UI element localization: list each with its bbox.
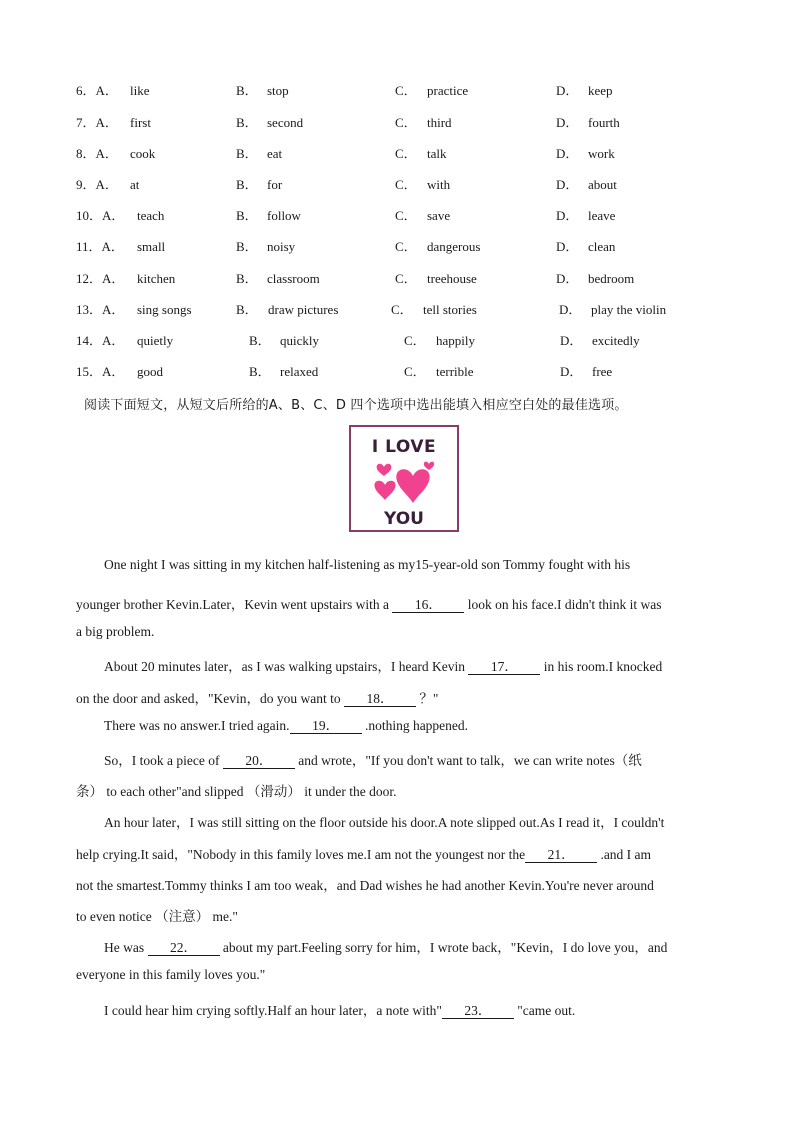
option-d-label: D． bbox=[559, 302, 582, 317]
passage-text: An hour later，I was still sitting on the floor outside his door.A note slipped out.As I read it，I couldn't bbox=[104, 815, 665, 830]
passage-text: .nothing happened. bbox=[361, 718, 469, 733]
option-d-label: D． bbox=[556, 239, 579, 254]
option-c-label: C． bbox=[404, 333, 426, 348]
option-c-label: C． bbox=[404, 364, 426, 379]
option-c-label: C． bbox=[395, 271, 417, 286]
option-b-label: B． bbox=[236, 208, 258, 223]
passage-text: One night I was sitting in my kitchen half-listening as my15-year-old son Tommy fought with his bbox=[104, 557, 631, 572]
blank-17[interactable]: 17． bbox=[468, 659, 540, 675]
option-c: dangerous bbox=[427, 239, 481, 254]
option-d-label: D． bbox=[556, 271, 579, 286]
option-a: first bbox=[130, 115, 151, 130]
option-d-label: D． bbox=[556, 208, 579, 223]
option-a: kitchen bbox=[137, 271, 176, 286]
option-b: relaxed bbox=[280, 364, 319, 379]
option-c-label: C． bbox=[395, 177, 417, 192]
blank-19[interactable]: 19． bbox=[290, 718, 362, 734]
option-d: clean bbox=[588, 239, 616, 254]
passage-line bbox=[104, 936, 667, 956]
passage-text: I could hear him crying softly.Half an hour later，a note with" bbox=[104, 1003, 442, 1018]
passage-line bbox=[104, 749, 642, 769]
heart-small-right-icon bbox=[424, 462, 434, 470]
passage-line bbox=[104, 999, 575, 1019]
question-number: 11．A． bbox=[76, 239, 124, 254]
question-row-8 bbox=[0, 144, 794, 164]
passage-line bbox=[76, 687, 438, 707]
option-c-label: C． bbox=[391, 302, 413, 317]
heart-small-left-icon bbox=[377, 464, 392, 476]
question-row-14 bbox=[0, 331, 794, 351]
option-a: cook bbox=[130, 146, 156, 161]
option-c-label: C． bbox=[395, 83, 417, 98]
blank-21[interactable]: 21． bbox=[525, 847, 597, 863]
option-b-label: B． bbox=[236, 83, 258, 98]
option-d: excitedly bbox=[592, 333, 640, 348]
option-b-label: B． bbox=[249, 364, 271, 379]
option-d: leave bbox=[588, 208, 616, 223]
image-text-top: I LOVE bbox=[371, 437, 437, 457]
option-d-label: D． bbox=[560, 364, 583, 379]
passage-text: and wrote，"If you don't want to talk，we can write notes（纸 bbox=[294, 753, 642, 768]
option-a: teach bbox=[137, 208, 165, 223]
question-row-6 bbox=[0, 81, 794, 101]
passage-text: in his room.I knocked bbox=[540, 659, 663, 674]
passage-text: not the smartest.Tommy thinks I am too weak，and Dad wishes he had another Kevin.You're never around bbox=[76, 878, 654, 893]
heart-medium-icon bbox=[374, 481, 395, 500]
option-c: save bbox=[427, 208, 451, 223]
option-b-label: B． bbox=[236, 271, 258, 286]
passage-line bbox=[76, 593, 661, 613]
option-d: play the violin bbox=[591, 302, 667, 317]
question-number: 14．A． bbox=[76, 333, 125, 348]
option-b-label: B． bbox=[236, 115, 258, 130]
blank-16[interactable]: 16． bbox=[392, 597, 464, 613]
question-row-13 bbox=[0, 300, 794, 320]
passage-line bbox=[76, 905, 238, 925]
passage-line bbox=[76, 967, 265, 983]
option-b: quickly bbox=[280, 333, 319, 348]
passage-text: So，I took a piece of bbox=[104, 753, 223, 768]
option-b: stop bbox=[267, 83, 289, 98]
passage-line bbox=[76, 843, 651, 863]
hearts-icon bbox=[373, 459, 439, 507]
option-c-label: C． bbox=[395, 146, 417, 161]
passage-text: There was no answer.I tried again. bbox=[104, 718, 290, 733]
question-number: 10．A． bbox=[76, 208, 125, 223]
option-b-label: B． bbox=[236, 177, 258, 192]
option-d-label: D． bbox=[556, 115, 579, 130]
option-b: noisy bbox=[267, 239, 296, 254]
passage-text: ？" bbox=[415, 691, 439, 706]
passage-line bbox=[104, 655, 662, 675]
option-d-label: D． bbox=[556, 177, 579, 192]
question-number: 12．A． bbox=[76, 271, 125, 286]
passage-line bbox=[104, 811, 664, 831]
passage-text: 条） to each other"and slipped （滑动） it under the door. bbox=[76, 784, 397, 799]
option-a: good bbox=[137, 364, 163, 379]
option-b: eat bbox=[267, 146, 283, 161]
option-b: second bbox=[267, 115, 304, 130]
passage-line bbox=[76, 624, 154, 640]
passage-text: younger brother Kevin.Later，Kevin went upstairs with a bbox=[76, 597, 393, 612]
option-c-label: C． bbox=[395, 115, 417, 130]
option-b-label: B． bbox=[236, 302, 258, 317]
blank-23[interactable]: 23． bbox=[442, 1003, 514, 1019]
option-a: like bbox=[130, 83, 150, 98]
option-d: work bbox=[588, 146, 615, 161]
option-c-label: C． bbox=[395, 208, 417, 223]
option-c: terrible bbox=[436, 364, 474, 379]
passage-text: look on his face.I didn't think it was bbox=[464, 597, 662, 612]
reading-instruction: 阅读下面短文，从短文后所给的A、B、C、D 四个选项中选出能填入相应空白处的最佳选项。 bbox=[84, 398, 628, 413]
option-d: free bbox=[592, 364, 613, 379]
option-d: fourth bbox=[588, 115, 620, 130]
passage-text: .and I am bbox=[597, 847, 652, 862]
option-b: classroom bbox=[267, 271, 320, 286]
passage-text: "came out. bbox=[513, 1003, 576, 1018]
passage-text: help crying.It said，"Nobody in this family loves me.I am not the youngest nor the bbox=[76, 847, 526, 862]
option-d: keep bbox=[588, 83, 613, 98]
passage-text: About 20 minutes later，as I was walking upstairs，I heard Kevin bbox=[104, 659, 469, 674]
option-a: small bbox=[137, 239, 166, 254]
option-b-label: B． bbox=[249, 333, 271, 348]
option-c: treehouse bbox=[427, 271, 477, 286]
question-row-12 bbox=[0, 269, 794, 289]
question-number: 7．A． bbox=[76, 115, 118, 130]
passage-line bbox=[76, 780, 396, 800]
passage-line bbox=[104, 557, 630, 573]
option-c: third bbox=[427, 115, 452, 130]
passage-text: everyone in this family loves you." bbox=[76, 967, 266, 982]
image-text-bottom: YOU bbox=[384, 509, 424, 529]
option-c: tell stories bbox=[423, 302, 477, 317]
option-b: for bbox=[267, 177, 283, 192]
option-d-label: D． bbox=[556, 83, 579, 98]
option-b-label: B． bbox=[236, 146, 258, 161]
passage-text: on the door and asked，"Kevin，do you want to bbox=[76, 691, 344, 706]
option-b: follow bbox=[267, 208, 301, 223]
i-love-you-image bbox=[349, 425, 459, 532]
option-d-label: D． bbox=[556, 146, 579, 161]
option-a: at bbox=[130, 177, 140, 192]
question-number: 6．A． bbox=[76, 83, 118, 98]
passage-text: to even notice （注意） me." bbox=[76, 909, 238, 924]
heart-large-icon bbox=[396, 469, 429, 503]
question-row-11 bbox=[0, 237, 794, 257]
option-c: with bbox=[427, 177, 451, 192]
question-row-9 bbox=[0, 175, 794, 195]
passage-text: He was bbox=[104, 940, 148, 955]
blank-18[interactable]: 18． bbox=[344, 691, 416, 707]
option-b-label: B． bbox=[236, 239, 258, 254]
option-b: draw pictures bbox=[268, 302, 339, 317]
question-number: 13．A． bbox=[76, 302, 125, 317]
option-c: talk bbox=[427, 146, 447, 161]
option-d-label: D． bbox=[560, 333, 583, 348]
question-number: 8．A． bbox=[76, 146, 118, 161]
question-row-15 bbox=[0, 362, 794, 382]
option-d: bedroom bbox=[588, 271, 635, 286]
question-row-10 bbox=[0, 206, 794, 226]
passage-text: about my part.Feeling sorry for him，I wrote back，"Kevin，I do love you，and bbox=[219, 940, 668, 955]
option-a: quietly bbox=[137, 333, 174, 348]
passage-line bbox=[76, 874, 654, 894]
option-c: happily bbox=[436, 333, 475, 348]
question-number: 15．A． bbox=[76, 364, 125, 379]
blank-22[interactable]: 22． bbox=[148, 940, 220, 956]
option-c-label: C． bbox=[395, 239, 417, 254]
blank-20[interactable]: 20． bbox=[223, 753, 295, 769]
passage-text: a big problem. bbox=[76, 624, 155, 639]
question-row-7 bbox=[0, 113, 794, 133]
passage-line bbox=[104, 718, 468, 734]
question-number: 9．A． bbox=[76, 177, 118, 192]
option-d: about bbox=[588, 177, 617, 192]
option-c: practice bbox=[427, 83, 469, 98]
option-a: sing songs bbox=[137, 302, 192, 317]
